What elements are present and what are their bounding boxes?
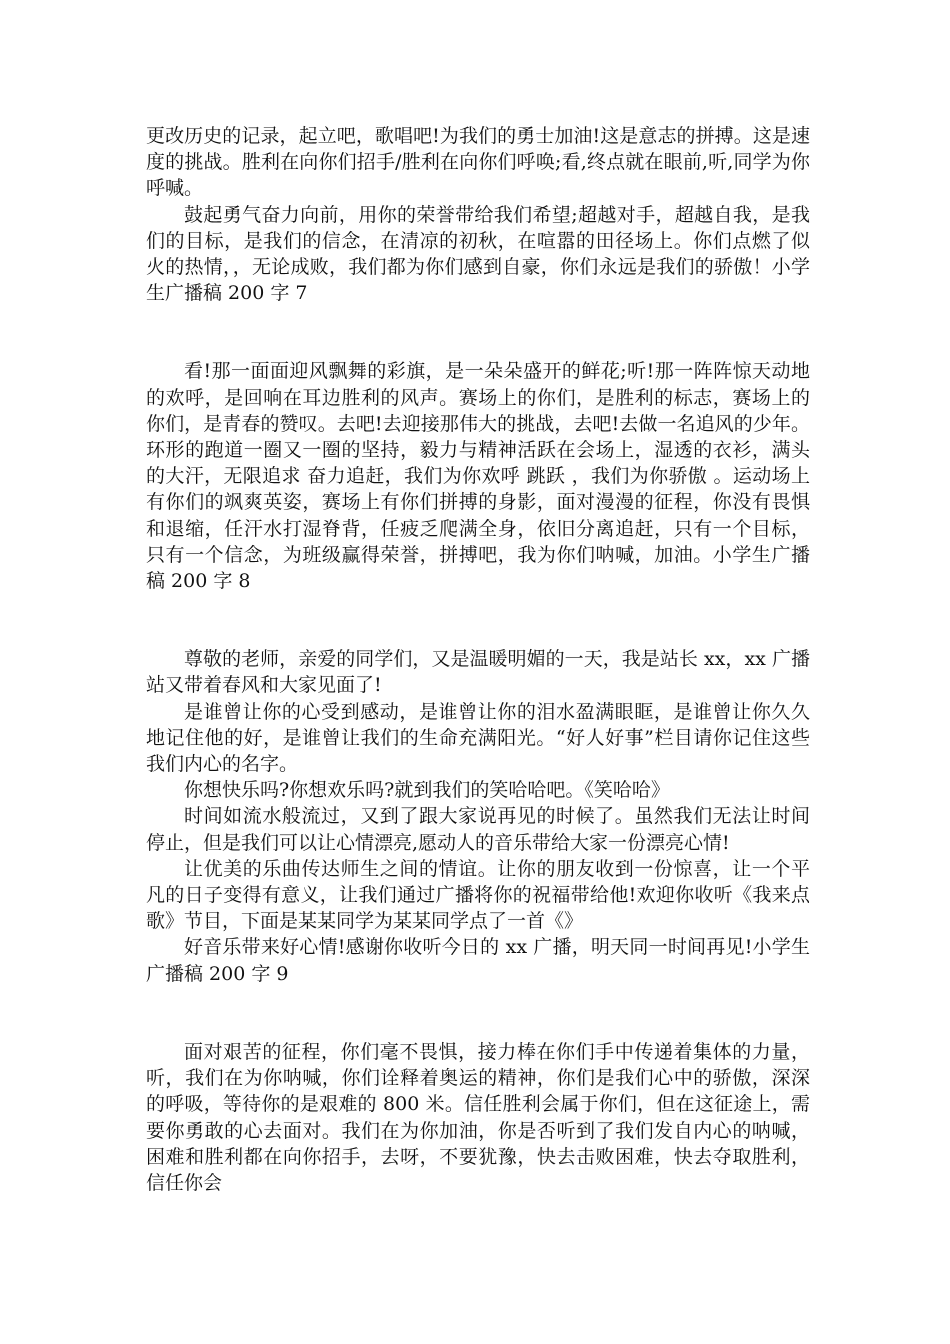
paragraph-2: 鼓起勇气奋力向前，用你的荣誉带给我们希望;超越对手，超越自我，是我们的目标，是我们的信念，在清凉的初秋，在喧嚣的田径场上。你们点燃了似火的热情，，无论成败，我们都为你们感到自豪，你们永远是我们的骄傲！小学生广播稿 200 字 7	[146, 203, 810, 305]
section-gap	[146, 987, 810, 1039]
section-gap	[146, 594, 810, 646]
paragraph-3: 看!那一面面迎风飘舞的彩旗，是一朵朵盛开的鲜花;听!那一阵阵惊天动地的欢呼，是回响在耳边胜利的风声。赛场上的你们，是胜利的标志，赛场上的你们，是青春的赞叹。去吧!去迎接那伟大的挑战，去吧!去做一名追风的少年。环形的跑道一圈又一圈的坚持，毅力与精神活跃在会场上，湿透的衣衫，满头的大汗，无限追求 奋力追赶，我们为你欢呼 跳跃 ，我们为你骄傲 。运动场上有你们的飒爽英姿，赛场上有你们拼搏的身影，面对漫漫的征程，你没有畏惧和退缩，任汗水打湿脊背，任疲乏爬满全身，依旧分离追赶，只有一个目标，只有一个信念，为班级赢得荣誉，拼搏吧，我为你们呐喊，加油。小学生广播稿 200 字 8	[146, 360, 810, 593]
paragraph-6: 你想快乐吗?你想欢乐吗?就到我们的笑哈哈吧。《笑哈哈》	[184, 779, 670, 802]
paragraph-4: 尊敬的老师，亲爱的同学们，又是温暖明媚的一天，我是站长 xx，xx 广播站又带着春风和大家见面了!	[146, 648, 810, 697]
paragraph-9: 好音乐带来好心情!感谢你收听今日的 xx 广播，明天同一时间再见!小学生广播稿 200 字 9	[146, 936, 810, 985]
section-gap	[146, 306, 810, 358]
paragraph-10: 面对艰苦的征程，你们毫不畏惧，接力棒在你们手中传递着集体的力量，听，我们在为你呐喊，你们诠释着奥运的精神，你们是我们心中的骄傲，深深的呼吸，等待你的是艰难的 800 米。信任胜利会属于你们，但在这征途上，需要你勇敢的心去面对。我们在为你加油，你是否听到了我们发自内心的呐喊，困难和胜利都在向你招手，去呀，不要犹豫，快去击败困难，快去夺取胜利，信任你会	[146, 1040, 810, 1194]
paragraph-1: 更改历史的记录，起立吧，歌唱吧!为我们的勇士加油!这是意志的拼搏。这是速度的挑战。胜利在向你们招手/胜利在向你们呼唤;看,终点就在眼前,听,同学为你呼喊。	[146, 125, 810, 200]
document-page	[146, 123, 810, 1196]
paragraph-5: 是谁曾让你的心受到感动，是谁曾让你的泪水盈满眼眶，是谁曾让你久久地记住他的好，是谁曾让我们的生命充满阳光。“好人好事”栏目请你记住这些 我们内心的名字。	[146, 700, 810, 776]
paragraph-8: 让优美的乐曲传达师生之间的情谊。让你的朋友收到一份惊喜，让一个平凡的日子变得有意义，让我们通过广播将你的祝福带给他!欢迎你收听《我来点歌》节目，下面是某某同学为某某同学点了一首《》	[146, 857, 810, 933]
paragraph-7: 时间如流水般流过，又到了跟大家说再见的时候了。虽然我们无法让时间停止，但是我们可以让心情漂亮,愿动人的音乐带给大家一份漂亮心情!	[146, 805, 810, 854]
